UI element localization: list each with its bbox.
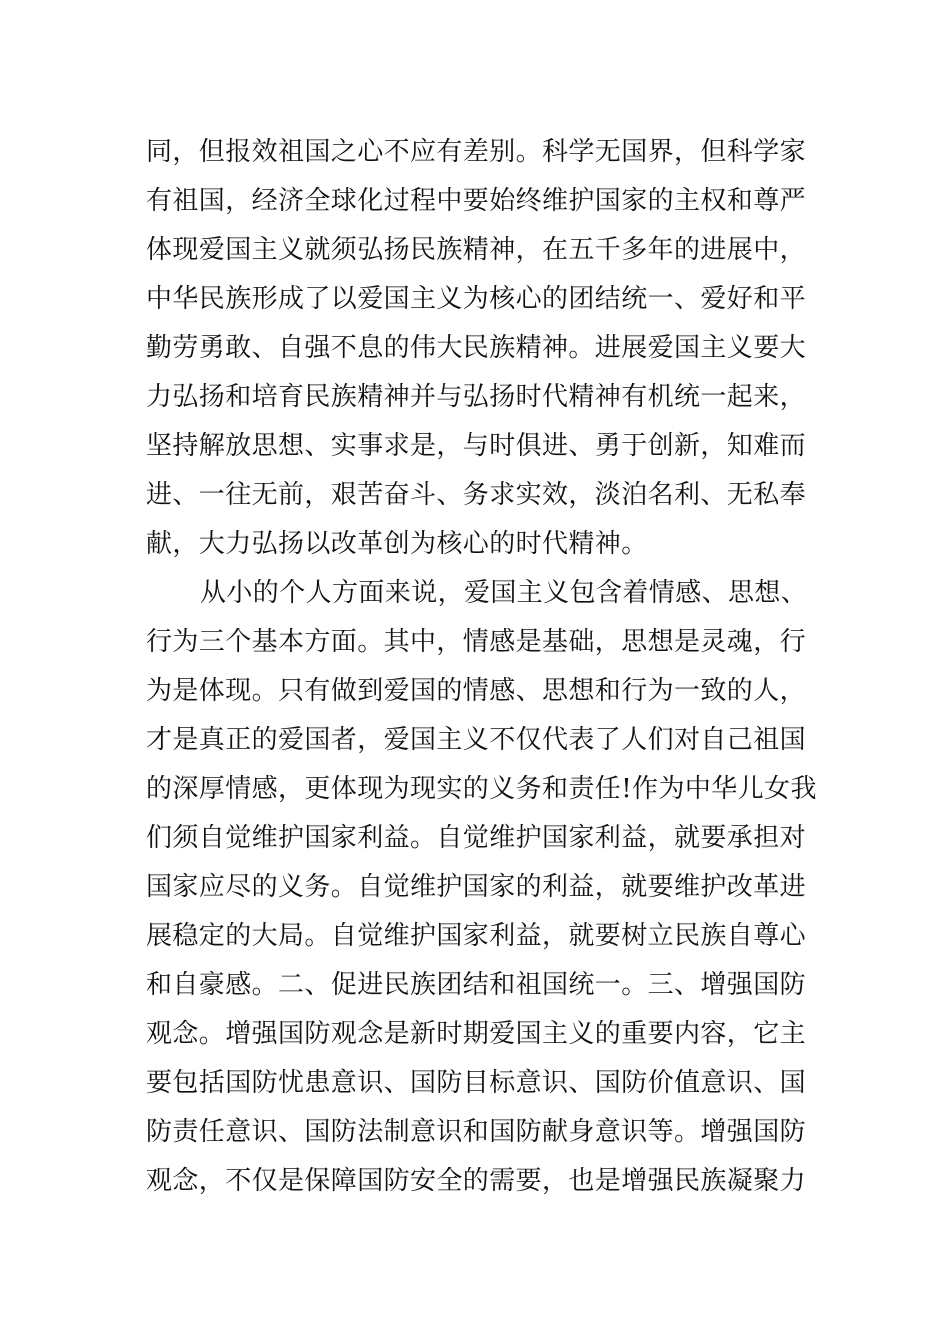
text-line: 有祖国，经济全球化过程中要始终维护国家的主权和尊严 xyxy=(146,186,807,216)
text-line: 行为三个基本方面。其中，情感是基础，思想是灵魂，行 xyxy=(146,627,807,657)
text-line: 观念，不仅是保障国防安全的需要，也是增强民族凝聚力 xyxy=(146,1166,807,1196)
text-line: 坚持解放思想、实事求是，与时俱进、勇于创新，知难而 xyxy=(146,431,807,461)
text-line: 力弘扬和培育民族精神并与弘扬时代精神有机统一起来， xyxy=(146,382,807,412)
text-line: 们须自觉维护国家利益。自觉维护国家利益，就要承担对 xyxy=(146,823,807,853)
text-line: 才是真正的爱国者，爱国主义不仅代表了人们对自己祖国 xyxy=(146,725,807,755)
text-line: 国家应尽的义务。自觉维护国家的利益，就要维护改革进 xyxy=(146,872,807,902)
text-line: 勤劳勇敢、自强不息的伟大民族精神。进展爱国主义要大 xyxy=(146,333,807,363)
text-line: 和自豪感。二、促进民族团结和祖国统一。三、增强国防 xyxy=(146,970,807,1000)
text-line: 观念。增强国防观念是新时期爱国主义的重要内容，它主 xyxy=(146,1019,807,1049)
text-line: 进、一往无前，艰苦奋斗、务求实效，淡泊名利、无私奉 xyxy=(146,480,807,510)
document-body xyxy=(146,128,817,1206)
text-line: 的深厚情感，更体现为现实的义务和责任!作为中华儿女我 xyxy=(146,774,817,804)
text-line: 要包括国防忧患意识、国防目标意识、国防价值意识、国 xyxy=(146,1068,807,1098)
text-line: 中华民族形成了以爱国主义为核心的团结统一、爱好和平 xyxy=(146,284,807,314)
text-line: 防责任意识、国防法制意识和国防献身意识等。增强国防 xyxy=(146,1117,807,1147)
text-line: 体现爱国主义就须弘扬民族精神，在五千多年的进展中， xyxy=(146,235,807,265)
text-line: 展稳定的大局。自觉维护国家利益，就要树立民族自尊心 xyxy=(146,921,807,951)
text-line: 献，大力弘扬以改革创为核心的时代精神。 xyxy=(146,529,648,559)
paragraph-first-line: 从小的个人方面来说，爱国主义包含着情感、思想、 xyxy=(200,578,808,608)
text-line: 同，但报效祖国之心不应有差别。科学无国界，但科学家 xyxy=(146,137,807,167)
text-line: 为是体现。只有做到爱国的情感、思想和行为一致的人， xyxy=(146,676,807,706)
